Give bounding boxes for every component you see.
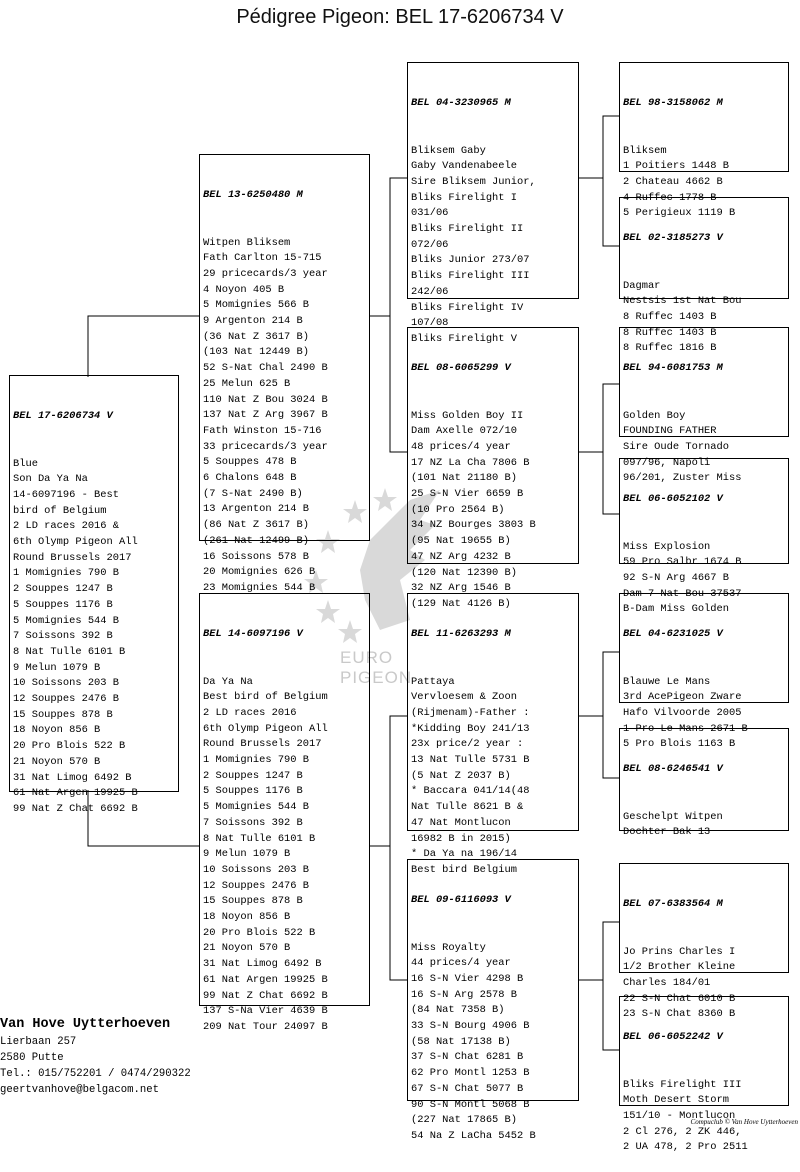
detail-line: 4 Noyon 405 B [203,283,285,296]
detail-line: 2 Souppes 1247 B [203,769,303,782]
detail-line: (120 Nat 12390 B) [411,566,518,579]
detail-line: * Da Ya na 196/14 [411,848,518,861]
ring-number: BEL 06-6052102 V [623,493,723,506]
pigeon-card-dss [619,593,789,751]
detail-line: 072/06 [411,238,449,251]
detail-line: 62 Pro Montl 1253 B [411,1067,530,1080]
pigeon-details [411,941,575,1145]
detail-line: Sire Oude Tornado [623,440,730,453]
detail-line: Jo Prins Charles I [623,945,736,958]
detail-line: 10 Soissons 203 B [13,677,120,690]
page-title: Pédigree Pigeon: BEL 17-6206734 V [236,6,564,28]
detail-line: Miss Royalty [411,941,486,954]
ring-number: BEL 06-6052242 V [623,1031,723,1044]
ring-number: BEL 11-6263293 M [411,628,511,641]
detail-line: 13 Argenton 214 B [203,503,310,516]
detail-line: Bliks Firelight III [623,1078,742,1091]
ring-number: BEL 02-3185273 V [623,232,723,245]
detail-line: 1/2 Brother Kleine [623,961,736,974]
detail-line: (261 Nat 12499 B) [203,534,310,547]
detail-line: 96/201, Zuster Miss [623,472,742,485]
detail-line: 8 Nat Tulle 6101 B [203,832,316,845]
pigeon-card-dam-dam [407,859,579,1142]
detail-line: Bliks Firelight IV [411,301,524,314]
detail-line: 10 Soissons 203 B [203,863,310,876]
detail-line: 031/06 [411,207,449,220]
detail-line: 1 Poitiers 1448 B [623,160,730,173]
ring-number: BEL 08-6065299 V [411,362,511,375]
owner-info [0,1016,191,1098]
detail-line: 47 NZ Arg 4232 B [411,550,511,563]
detail-line: 9 Argenton 214 B [203,315,303,328]
detail-line: (36 Nat Z 3617 B) [203,330,310,343]
detail-line: 5 Momignies 566 B [203,299,310,312]
detail-line: 92 S-N Arg 4667 B [623,571,730,584]
detail-line: Best bird Belgium [411,863,518,876]
detail-line: 5 Momignies 544 B [203,801,310,814]
detail-line: Round Brussels 2017 [13,551,132,564]
pigeon-card-sire-sire [407,62,579,345]
detail-line: 20 Pro Blois 522 B [203,926,316,939]
detail-line: Dam 7 Nat Bou 37537 [623,587,742,600]
detail-line: (86 Nat Z 3617 B) [203,519,310,532]
pigeon-card-ssd [619,197,789,355]
detail-line: 17 NZ La Cha 7806 B [411,456,530,469]
detail-line: 16 S-N Arg 2578 B [411,988,518,1001]
detail-line: 33 S-N Bourg 4906 B [411,1020,530,1033]
pigeon-card-dam-sire [407,593,579,876]
detail-line: Bliks Firelight III [411,270,530,283]
detail-line: 6th Olymp Pigeon All [203,722,328,735]
detail-line: 16 Soissons 578 B [203,550,310,563]
ring-number: BEL 98-3158062 M [623,97,723,110]
detail-line: 23 Momignies 544 B [203,581,316,594]
detail-line: 33 pricecards/3 year [203,440,328,453]
detail-line: 14-6097196 - Best [13,488,120,501]
pigeon-details [623,810,785,841]
detail-line: 242/06 [411,285,449,298]
pigeon-details [411,409,575,613]
detail-line: Gaby Vandenabeele [411,160,518,173]
detail-line: (95 Nat 19655 B) [411,535,511,548]
detail-line: 9 Melun 1079 B [13,661,101,674]
pigeon-card-dam [199,593,370,1033]
detail-line: 2 LD races 2016 & [13,520,120,533]
detail-line: 137 S-Na Vier 4639 B [203,1005,328,1018]
ring-number: BEL 07-6383564 M [623,898,723,911]
detail-line: 31 Nat Limog 6492 B [203,958,322,971]
detail-line: 47 Nat Montlucon [411,816,511,829]
pigeon-details [13,457,175,818]
detail-line: 7 Soissons 392 B [203,816,303,829]
detail-line: 1 Momignies 790 B [13,567,120,580]
ring-number: BEL 09-6116093 V [411,894,511,907]
ring-number: BEL 04-6231025 V [623,628,723,641]
detail-line: 29 pricecards/3 year [203,267,328,280]
detail-line: 2 Chateau 4662 B [623,175,723,188]
detail-line: Nat Tulle 8621 B & [411,801,524,814]
detail-line: 21 Noyon 570 B [13,755,101,768]
pigeon-card-sss [619,62,789,220]
detail-line: *Kidding Boy 241/13 [411,722,530,735]
pigeon-details [203,675,366,1036]
detail-line: 8 Ruffec 1403 B [623,310,717,323]
detail-line: Blauwe Le Mans [623,675,711,688]
detail-line: 22 S-N Chat 6010 B [623,992,736,1005]
detail-line: 21 Noyon 570 B [203,942,291,955]
pigeon-card-subject [9,375,179,815]
detail-line: (129 Nat 4126 B) [411,597,511,610]
detail-line: 5 Souppes 1176 B [203,785,303,798]
detail-line: 5 Momignies 544 B [13,614,120,627]
detail-line: 6th Olymp Pigeon All [13,536,138,549]
detail-line: Bliks Firelight II [411,223,524,236]
detail-line: 16 S-N Vier 4298 B [411,972,524,985]
detail-line: 48 prices/4 year [411,440,511,453]
detail-line: Round Brussels 2017 [203,738,322,751]
ring-number: BEL 13-6250480 M [203,189,303,202]
detail-line: 20 Pro Blois 522 B [13,740,126,753]
ring-number: BEL 14-6097196 V [203,628,303,641]
detail-line: 37 S-N Chat 6281 B [411,1051,524,1064]
detail-line: 2580 Putte [0,1052,64,1064]
detail-line: 59 Pro Salbr 1674 B [623,556,742,569]
detail-line: Son Da Ya Na [13,473,88,486]
detail-line: 67 S-N Chat 5077 B [411,1082,524,1095]
pigeon-card-sire [199,154,370,594]
detail-line: 3rd AcePigeon Zware [623,691,742,704]
detail-line: Miss Explosion [623,540,711,553]
pigeon-card-sire-dam [407,327,579,610]
detail-line: Moth Desert Storm [623,1094,730,1107]
watermark-text: EURO PIGEON [340,648,413,687]
detail-line: Bliks Junior 273/07 [411,254,530,267]
detail-line: 2 Souppes 1247 B [13,583,113,596]
detail-line: Bliks Firelight V [411,332,518,345]
detail-line: 8 Nat Tulle 6101 B [13,645,126,658]
detail-line: 5 Perigieux 1119 B [623,207,736,220]
detail-line: Bliks Firelight I [411,191,518,204]
detail-line: (7 S-Nat 2490 B) [203,487,303,500]
detail-line: bird of Belgium [13,504,107,517]
detail-line: 15 Souppes 878 B [203,895,303,908]
detail-line: Charles 184/01 [623,976,711,989]
detail-line: B-Dam Miss Golden [623,603,730,616]
ring-number: BEL 08-6246541 V [623,763,723,776]
detail-line: (5 Nat Z 2037 B) [411,769,511,782]
detail-line: Tel.: 015/752201 / 0474/290322 [0,1068,191,1080]
detail-line: 13 Nat Tulle 5731 B [411,754,530,767]
detail-line: 137 Nat Z Arg 3967 B [203,409,328,422]
detail-line: Da Ya Na [203,675,253,688]
detail-line: 25 S-N Vier 6659 B [411,488,524,501]
detail-line: Dam Axelle 072/10 [411,425,518,438]
detail-line: 23x price/2 year : [411,738,524,751]
detail-line: 7 Soissons 392 B [13,630,113,643]
detail-line: (101 Nat 21180 B) [411,472,518,485]
pigeon-details [623,1078,785,1157]
detail-line: 15 Souppes 878 B [13,708,113,721]
detail-line: Best bird of Belgium [203,691,328,704]
detail-line: Blue [13,457,38,470]
detail-line: 99 Nat Z Chat 6692 B [13,802,138,815]
detail-line: 61 Nat Argen 19925 B [203,973,328,986]
detail-line: FOUNDING FATHER [623,425,717,438]
detail-line: 31 Nat Limog 6492 B [13,771,132,784]
detail-line: 8 Ruffec 1403 B [623,326,717,339]
detail-line: 2 LD races 2016 [203,706,297,719]
detail-line: Bliksem Gaby [411,144,486,157]
footer-credit: Compuclub © Van Hove Uytterhoeven [690,1118,798,1126]
detail-line: Sire Bliksem Junior, [411,175,536,188]
detail-line: * Baccara 041/14(48 [411,785,530,798]
detail-line: 9 Melun 1079 B [203,848,291,861]
detail-line: geertvanhove@belgacom.net [0,1084,159,1096]
pigeon-details [411,675,575,879]
detail-line: Miss Golden Boy II [411,409,524,422]
detail-line: Golden Boy [623,409,686,422]
detail-line: 99 Nat Z Chat 6692 B [203,989,328,1002]
detail-line: 44 prices/4 year [411,957,511,970]
detail-line: 2 UA 478, 2 Pro 2511 [623,1141,748,1154]
detail-line: 107/08 [411,317,449,330]
detail-line: 34 NZ Bourges 3803 B [411,519,536,532]
detail-line: (227 Nat 17865 B) [411,1114,518,1127]
detail-line: 5 Souppes 478 B [203,456,297,469]
detail-line: Dochter Bak 13 [623,826,711,839]
detail-line: (84 Nat 7358 B) [411,1004,505,1017]
detail-line: 18 Noyon 856 B [13,724,101,737]
detail-line: 5 Pro Blois 1163 B [623,738,736,751]
detail-line: (10 Pro 2564 B) [411,503,505,516]
detail-line: Fath Winston 15-716 [203,424,322,437]
pigeon-card-sdd [619,458,789,616]
detail-line: Lierbaan 257 [0,1036,77,1048]
detail-line: 1 Pro Le Mans 2671 B [623,722,748,735]
detail-line: (Rijmenam)-Father : [411,706,530,719]
detail-line: 5 Souppes 1176 B [13,598,113,611]
ring-number: BEL 94-6081753 M [623,362,723,375]
detail-line: Bliksem [623,144,667,157]
detail-line: 16982 B in 2015) [411,832,511,845]
detail-line: 20 Momignies 626 B [203,566,316,579]
detail-line: 52 S-Nat Chal 2490 B [203,362,328,375]
owner-contact [0,1034,191,1098]
detail-line: Pattaya [411,675,455,688]
detail-line: Hafo Vilvoorde 2005 [623,706,742,719]
detail-line: 6 Chalons 648 B [203,472,297,485]
pigeon-details [411,144,575,348]
detail-line: 151/10 - Montlucon [623,1109,736,1122]
ring-number: BEL 17-6206734 V [13,410,113,423]
pigeon-card-dsd [619,728,789,839]
detail-line: Dagmar [623,279,661,292]
detail-line: 12 Souppes 2476 B [13,693,120,706]
detail-line: 2 Cl 276, 2 ZK 446, [623,1125,742,1138]
detail-line: 32 NZ Arg 1546 B [411,582,511,595]
detail-line: 54 Na Z LaCha 5452 B [411,1129,536,1142]
detail-line: Geschelpt Witpen [623,810,723,823]
detail-line: 12 Souppes 2476 B [203,879,310,892]
ring-number: BEL 04-3230965 M [411,97,511,110]
detail-line: 4 Ruffec 1778 B [623,191,717,204]
detail-line: 097/96, Napoli [623,456,711,469]
detail-line: 8 Ruffec 1816 B [623,342,717,355]
pigeon-card-sds [619,327,789,485]
detail-line: 209 Nat Tour 24097 B [203,1020,328,1033]
detail-line: (58 Nat 17138 B) [411,1035,511,1048]
detail-line: 90 S-N Montl 5068 B [411,1098,530,1111]
detail-line: 110 Nat Z Bou 3024 B [203,393,328,406]
pigeon-card-dds [619,863,789,1021]
detail-line: 18 Noyon 856 B [203,911,291,924]
detail-line: Witpen Bliksem [203,236,291,249]
detail-line: Vervloesem & Zoon [411,691,518,704]
owner-name: Van Hove Uytterhoeven [0,1017,171,1032]
detail-line: Fath Carlton 15-715 [203,252,322,265]
detail-line: 23 S-N Chat 8360 B [623,1008,736,1021]
detail-line: Nestsis 1st Nat Bou [623,295,742,308]
detail-line: 25 Melun 625 B [203,377,291,390]
detail-line: 61 Nat Argen 19925 B [13,787,138,800]
pigeon-details [203,236,366,597]
detail-line: (103 Nat 12449 B) [203,346,310,359]
detail-line: 1 Momignies 790 B [203,754,310,767]
